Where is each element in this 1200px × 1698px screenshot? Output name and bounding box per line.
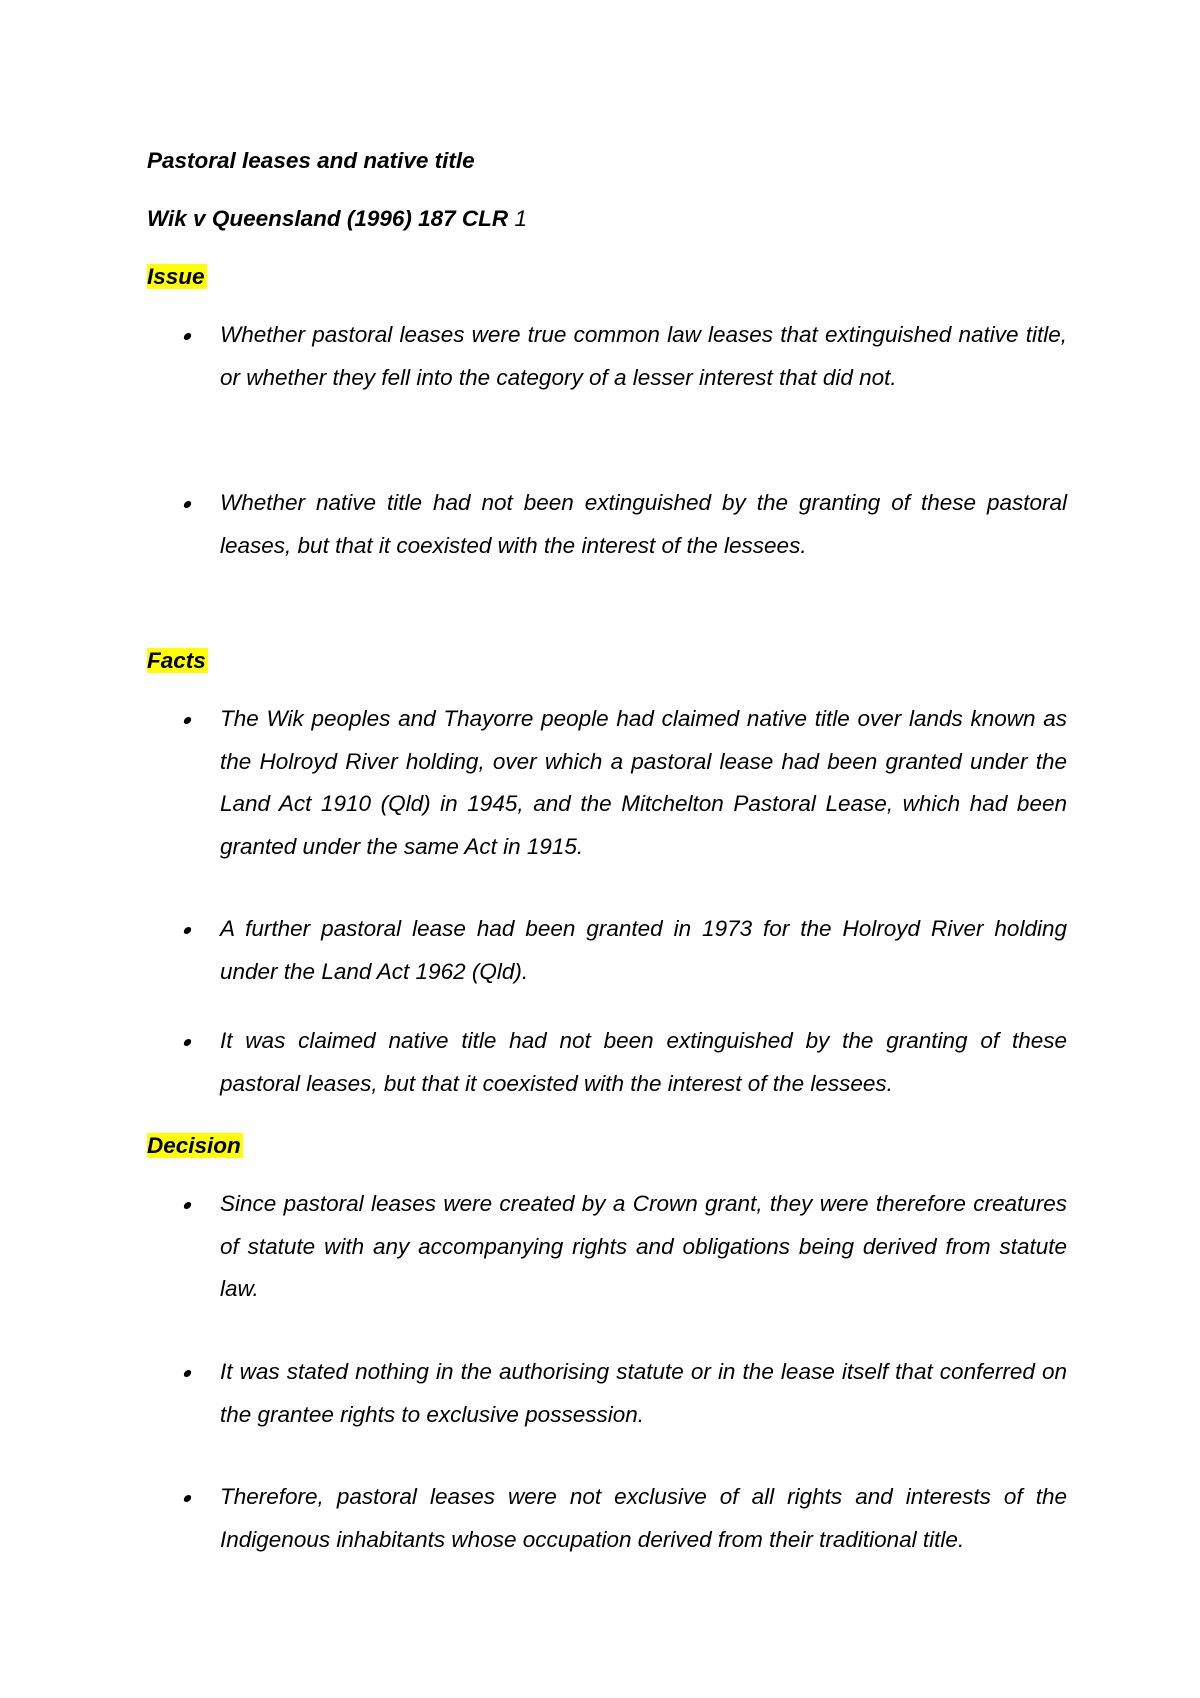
decision-heading: Decision bbox=[147, 1133, 241, 1158]
document-title bbox=[147, 140, 1067, 182]
bullet-icon bbox=[183, 333, 192, 340]
bullet-text: Whether native title had not been extinguished by the granting of these pastoral leases, but that it coexisted with the interest of the lessees. bbox=[220, 490, 1067, 558]
bullet-text: Therefore, pastoral leases were not exclusive of all rights and interests of the Indigenous inhabitants whose occupation derived from their traditional title. bbox=[220, 1484, 1067, 1552]
facts-bullet-3 bbox=[147, 1020, 1067, 1105]
bullet-icon bbox=[183, 1370, 192, 1377]
facts-bullet-1 bbox=[147, 698, 1067, 868]
issue-bullet-1 bbox=[147, 314, 1067, 399]
title-text: Pastoral leases and native title bbox=[147, 148, 475, 173]
bullet-icon bbox=[183, 717, 192, 724]
bullet-text: It was claimed native title had not been extinguished by the granting of these pastoral leases, but that it coexisted with the interest of the lessees. bbox=[220, 1028, 1067, 1096]
bullet-text: Since pastoral leases were created by a Crown grant, they were therefore creatures of statute with any accompanying rights and obligations being derived from statute law. bbox=[220, 1191, 1067, 1301]
case-citation bbox=[147, 198, 1067, 240]
section-heading-facts bbox=[147, 640, 1067, 682]
bullet-icon bbox=[183, 1495, 192, 1502]
decision-bullet-1 bbox=[147, 1183, 1067, 1311]
decision-bullet-3 bbox=[147, 1476, 1067, 1561]
section-heading-decision bbox=[147, 1125, 1067, 1167]
section-heading-issue bbox=[147, 256, 1067, 298]
citation-bold: Wik v Queensland (1996) 187 CLR bbox=[147, 206, 509, 231]
facts-bullet-2 bbox=[147, 908, 1067, 993]
bullet-icon bbox=[183, 1039, 192, 1046]
citation-page: 1 bbox=[508, 206, 527, 231]
issue-heading: Issue bbox=[147, 264, 205, 289]
issue-bullet-2 bbox=[147, 482, 1067, 567]
decision-bullet-2 bbox=[147, 1351, 1067, 1436]
bullet-icon bbox=[183, 1202, 192, 1209]
bullet-text: It was stated nothing in the authorising statute or in the lease itself that conferred on the grantee rights to exclusive possession. bbox=[220, 1359, 1067, 1427]
bullet-text: Whether pastoral leases were true common law leases that extinguished native title, or whether they fell into the category of a lesser interest that did not. bbox=[220, 322, 1067, 390]
bullet-text: A further pastoral lease had been granted in 1973 for the Holroyd River holding under the Land Act 1962 (Qld). bbox=[220, 916, 1067, 984]
bullet-text: The Wik peoples and Thayorre people had claimed native title over lands known as the Holroyd River holding, over which a pastoral lease had been granted under the Land Act 1910 (Qld) in 1945, and the Mitchelton Pastoral Lease, which had been granted under the same Act in 1915. bbox=[220, 706, 1067, 859]
facts-heading: Facts bbox=[147, 648, 206, 673]
bullet-icon bbox=[183, 927, 192, 934]
bullet-icon bbox=[183, 501, 192, 508]
